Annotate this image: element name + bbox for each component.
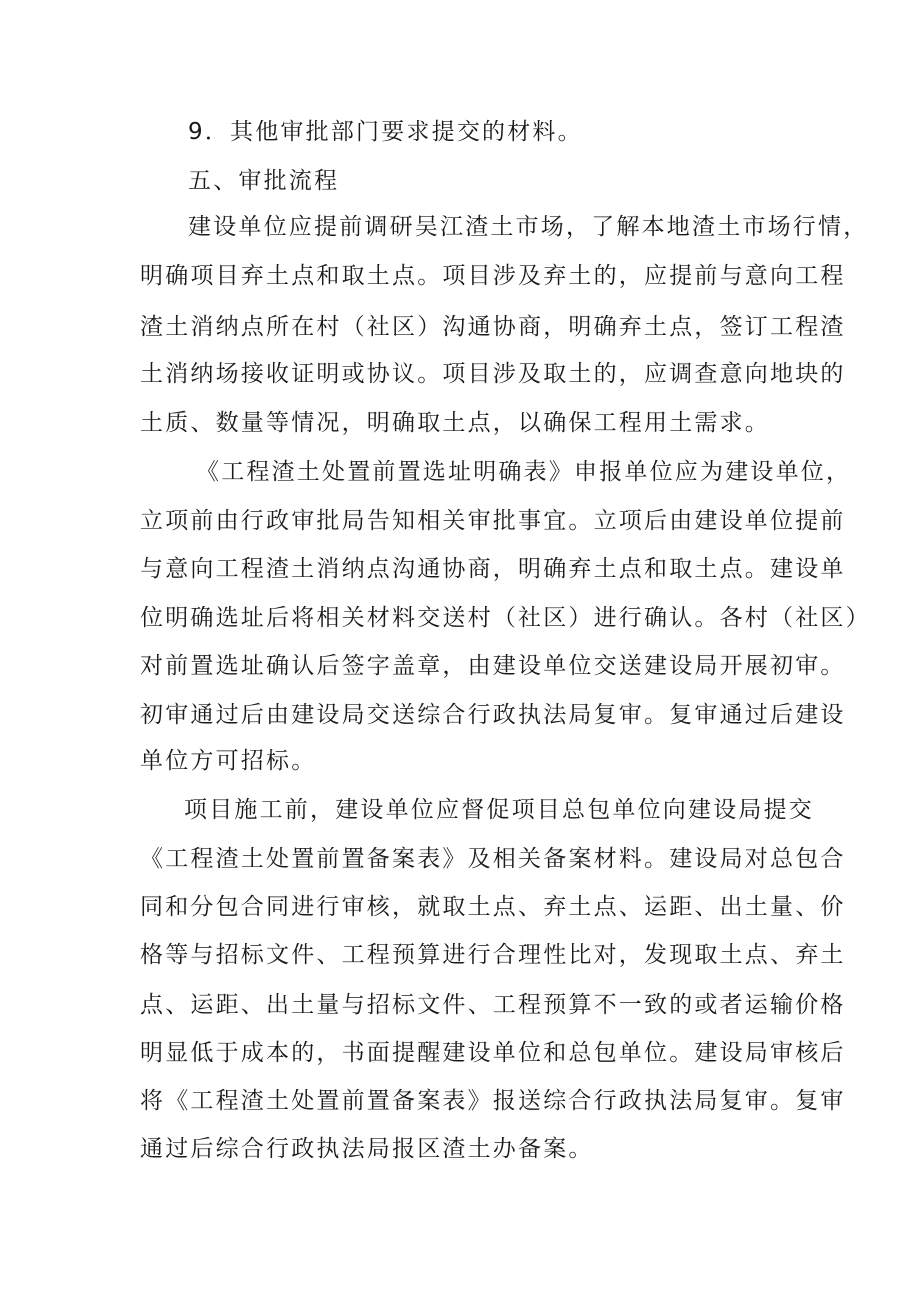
paragraph-2-line: 立项前由行政审批局告知相关审批事宜。立项后由建设单位提前 (140, 508, 846, 534)
paragraph-1-line: 明确项目弃土点和取土点。项目涉及弃土的，应提前与意向工程 (140, 263, 846, 289)
paragraph-1-line: 渣土消纳点所在村（社区）沟通协商，明确弃土点，签订工程渣 (140, 314, 846, 340)
paragraph-2-line: 与意向工程渣土消纳点沟通协商，明确弃土点和取土点。建设单 (140, 556, 846, 582)
paragraph-3-line: 《工程渣土处置前置备案表》及相关备案材料。建设局对总包合 (140, 846, 846, 872)
paragraph-3-line: 明显低于成本的，书面提醒建设单位和总包单位。建设局审核后 (140, 1040, 846, 1066)
paragraph-2-line: 单位方可招标。 (140, 748, 317, 774)
paragraph-1-line: 土消纳场接收证明或协议。项目涉及取土的，应调查意向地块的 (140, 361, 846, 387)
paragraph-2-line: 位明确选址后将相关材料交送村（社区）进行确认。各村（社区） (140, 605, 871, 631)
paragraph-2-line: 初审通过后由建设局交送综合行政执法局复审。复审通过后建设 (140, 702, 846, 728)
paragraph-3-line: 点、运距、出土量与招标文件、工程预算不一致的或者运输价格 (140, 992, 846, 1018)
paragraph-1-line: 土质、数量等情况，明确取土点，以确保工程用土需求。 (140, 410, 770, 436)
paragraph-3-line: 将《工程渣土处置前置备案表》报送综合行政执法局复审。复审 (140, 1088, 846, 1114)
paragraph-3-line: 项目施工前，建设单位应督促项目总包单位向建设局提交 (184, 797, 814, 823)
paragraph-2-line: 《工程渣土处置前置选址明确表》申报单位应为建设单位， (196, 459, 852, 485)
section-heading: 五、审批流程 (188, 168, 340, 194)
paragraph-3-line: 同和分包合同进行审核，就取土点、弃土点、运距、出土量、价 (140, 894, 846, 920)
paragraph-3-line: 通过后综合行政执法局报区渣土办备案。 (140, 1136, 594, 1162)
list-item-9: 9．其他审批部门要求提交的材料。 (188, 119, 583, 145)
paragraph-1-line: 建设单位应提前调研吴江渣土市场，了解本地渣土市场行情， (188, 214, 869, 240)
paragraph-3-line: 格等与招标文件、工程预算进行合理性比对，发现取土点、弃土 (140, 942, 846, 968)
paragraph-2-line: 对前置选址确认后签字盖章，由建设单位交送建设局开展初审。 (140, 653, 846, 679)
